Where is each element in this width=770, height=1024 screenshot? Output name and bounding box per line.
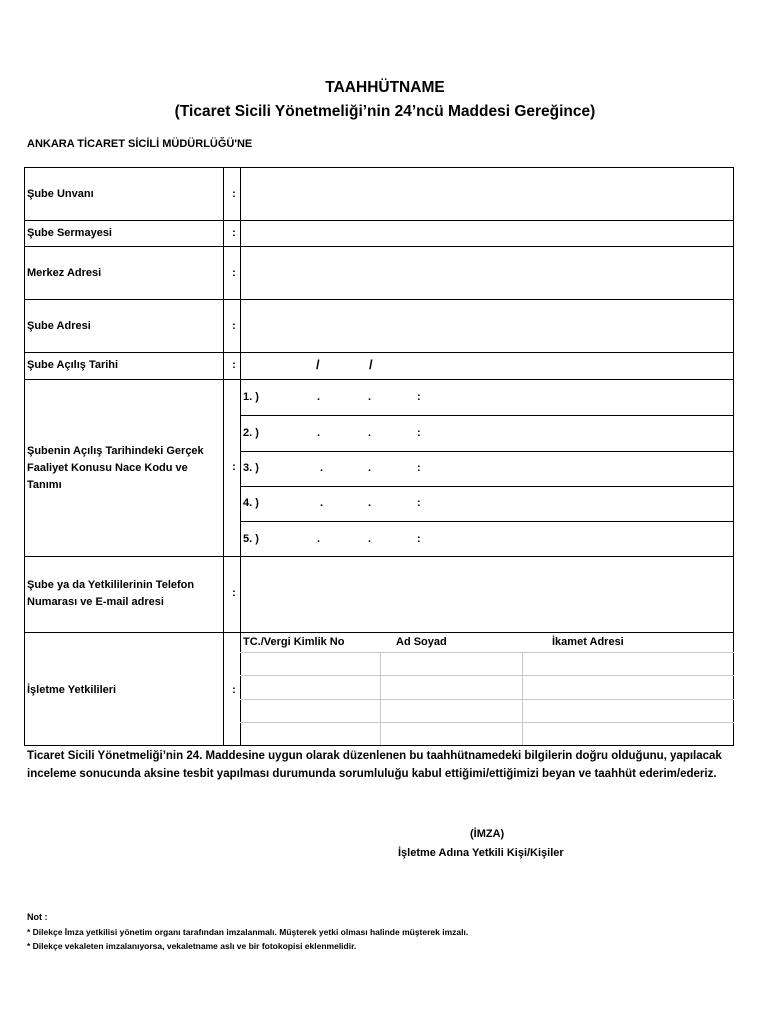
nace-colon: : bbox=[417, 391, 421, 403]
nace-colon: : bbox=[417, 427, 421, 439]
nace-row-number: 3. ) bbox=[243, 462, 259, 474]
signer-label: İşletme Adına Yetkili Kişi/Kişiler bbox=[398, 847, 564, 859]
nace-dot: . bbox=[320, 497, 324, 509]
label-sube-acilis-tarihi: Şube Açılış Tarihi bbox=[27, 359, 119, 371]
header-ad-soyad: Ad Soyad bbox=[396, 636, 447, 648]
nace-dot: . bbox=[368, 497, 372, 509]
colon: : bbox=[232, 587, 236, 599]
sube-sermayesi-field[interactable] bbox=[241, 221, 733, 246]
sube-unvani-field[interactable] bbox=[241, 168, 733, 220]
declaration-text: Ticaret Sicili Yönetmeliği’nin 24. Maddesine uygun olarak düzenlenen bu taahhütnamedeki bilgilerin doğru olduğunu, yapılacak inceleme sonucunda aksine tesbit yapılması durumunda sorumluluğu kabul ettiğimi/ettiğimizi beyan ve taahhüt ederim/ederiz. bbox=[27, 750, 722, 780]
nace-row-number: 1. ) bbox=[243, 391, 259, 403]
label-sube-sermayesi: Şube Sermayesi bbox=[27, 227, 112, 239]
label-isletme-yetkilileri: İşletme Yetkilileri bbox=[27, 684, 117, 696]
date-separator: / bbox=[369, 357, 373, 372]
merkez-adresi-field[interactable] bbox=[241, 247, 733, 299]
recipient-heading: ANKARA TİCARET SİCİLİ MÜDÜRLÜĞÜ'NE bbox=[27, 138, 253, 150]
colon: : bbox=[232, 461, 236, 473]
header-tc-no: TC./Vergi Kimlik No bbox=[243, 636, 345, 648]
sube-acilis-tarihi-field[interactable] bbox=[241, 353, 733, 379]
colon: : bbox=[232, 267, 236, 279]
note-item: * Dilekçe İmza yetkilisi yönetim organı tarafından imzalanmalı. Müşterek yetki olması halinde müşterek imzalı. bbox=[27, 927, 469, 937]
nace-dot: . bbox=[368, 427, 372, 439]
colon: : bbox=[232, 188, 236, 200]
nace-dot: . bbox=[317, 427, 321, 439]
nace-dot: . bbox=[368, 462, 372, 474]
nace-dot: . bbox=[320, 462, 324, 474]
nace-colon: : bbox=[417, 533, 421, 545]
nace-colon: : bbox=[417, 497, 421, 509]
label-merkez-adresi: Merkez Adresi bbox=[27, 267, 102, 279]
label-sube-adresi: Şube Adresi bbox=[27, 320, 91, 332]
nace-dot: . bbox=[317, 533, 321, 545]
signature-label: (İMZA) bbox=[470, 828, 505, 840]
header-ikamet: İkamet Adresi bbox=[552, 636, 624, 648]
nace-row-number: 2. ) bbox=[243, 427, 259, 439]
nace-dot: . bbox=[317, 391, 321, 403]
colon: : bbox=[232, 359, 236, 371]
note-item: * Dilekçe vekaleten imzalanıyorsa, vekaletname aslı ve bir fotokopisi eklenmelidir. bbox=[27, 941, 357, 951]
nace-dot: . bbox=[368, 391, 372, 403]
notes-title: Not : bbox=[27, 912, 48, 922]
nace-row-number: 5. ) bbox=[243, 533, 259, 545]
sube-adresi-field[interactable] bbox=[241, 300, 733, 352]
label-telefon-email: Şube ya da Yetkililerinin Telefon Numarası ve E-mail adresi bbox=[27, 579, 195, 608]
form-title: TAAHHÜTNAME bbox=[325, 79, 445, 96]
label-faaliyet-konusu: Şubenin Açılış Tarihindeki Gerçek Faaliyet Konusu Nace Kodu ve Tanımı bbox=[27, 445, 204, 491]
nace-colon: : bbox=[417, 462, 421, 474]
colon: : bbox=[232, 320, 236, 332]
form-subtitle: (Ticaret Sicili Yönetmeliği’nin 24’ncü Maddesi Gereğince) bbox=[174, 103, 596, 120]
date-separator: / bbox=[316, 357, 320, 372]
nace-dot: . bbox=[368, 533, 372, 545]
colon: : bbox=[232, 684, 236, 696]
colon: : bbox=[232, 227, 236, 239]
label-sube-unvani: Şube Unvanı bbox=[27, 188, 94, 200]
authorized-persons-grid[interactable] bbox=[241, 653, 733, 745]
telefon-email-field[interactable] bbox=[241, 557, 733, 632]
nace-row-number: 4. ) bbox=[243, 497, 259, 509]
